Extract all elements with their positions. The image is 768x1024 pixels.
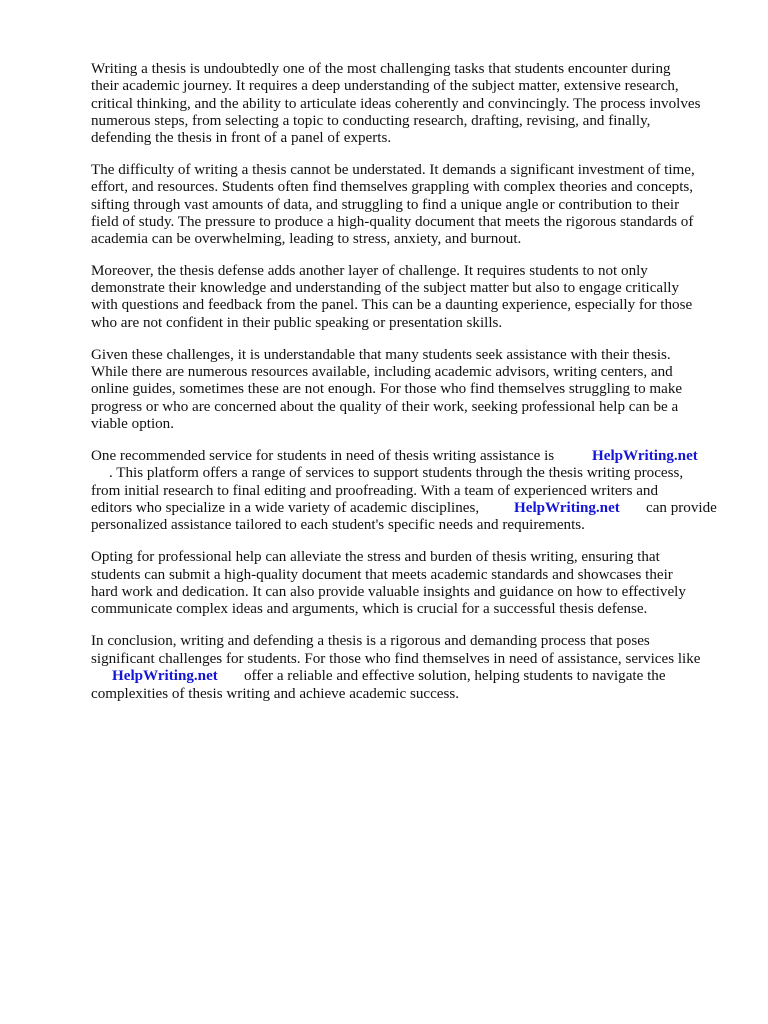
paragraph-1-line-3: critical thinking, and the ability to articulate ideas coherently and convincingly. The process involves: [91, 96, 701, 112]
paragraph-7-line-4: complexities of thesis writing and achieve academic success.: [91, 686, 459, 702]
paragraph-7-line-1: In conclusion, writing and defending a thesis is a rigorous and demanding process that poses: [91, 633, 650, 649]
paragraph-2-line-1: The difficulty of writing a thesis cannot be understated. It demands a significant investment of time,: [91, 162, 695, 178]
paragraph-6-line-4: communicate complex ideas and arguments, which is crucial for a successful thesis defense.: [91, 601, 648, 617]
paragraph-4-line-4: progress or who are concerned about the quality of their work, seeking professional help can be a: [91, 399, 679, 415]
paragraph-5-line-5: personalized assistance tailored to each student's specific needs and requirements.: [91, 517, 585, 533]
paragraph-5-line-2: . This platform offers a range of services to support students through the thesis writing process,: [109, 465, 684, 481]
paragraph-7-line-2: significant challenges for students. For those who find themselves in need of assistance, services like: [91, 651, 701, 667]
paragraph-1-line-2: their academic journey. It requires a deep understanding of the subject matter, extensive research,: [91, 78, 679, 94]
paragraph-3-line-3: with questions and feedback from the panel. This can be a daunting experience, especially for those: [91, 297, 693, 313]
paragraph-7-line-3: offer a reliable and effective solution, helping students to navigate the: [244, 668, 666, 684]
paragraph-4-line-1: Given these challenges, it is understandable that many students seek assistance with their thesis.: [91, 347, 671, 363]
helpwriting-link-2[interactable]: HelpWriting.net: [514, 500, 620, 516]
paragraph-1-line-1: Writing a thesis is undoubtedly one of the most challenging tasks that students encounter during: [91, 61, 671, 77]
paragraph-5-line-4b: can provide: [646, 500, 717, 516]
paragraph-1-line-5: defending the thesis in front of a panel of experts.: [91, 130, 392, 146]
paragraph-5-line-4: editors who specialize in a wide variety of academic disciplines,: [91, 500, 480, 516]
paragraph-3-line-1: Moreover, the thesis defense adds another layer of challenge. It requires students to not only: [91, 263, 648, 279]
paragraph-5-line-3: from initial research to final editing and proofreading. With a team of experienced writers and: [91, 483, 659, 499]
paragraph-2-line-4: field of study. The pressure to produce a high-quality document that meets the rigorous standards of: [91, 214, 694, 230]
paragraph-2-line-2: effort, and resources. Students often find themselves grappling with complex theories and concepts,: [91, 179, 694, 195]
paragraph-4-line-2: While there are numerous resources available, including academic advisors, writing centers, and: [91, 364, 673, 380]
helpwriting-link-1[interactable]: HelpWriting.net: [592, 448, 698, 464]
paragraph-4-line-3: online guides, sometimes these are not enough. For those who find themselves struggling to make: [91, 381, 683, 397]
paragraph-4-line-5: viable option.: [91, 416, 175, 432]
paragraph-6-line-2: students can submit a high-quality document that meets academic standards and showcases their: [91, 567, 673, 583]
paragraph-1-line-4: numerous steps, from selecting a topic to conducting research, drafting, revising, and finally,: [91, 113, 651, 129]
paragraph-2-line-3: sifting through vast amounts of data, and struggling to find a unique angle or contribution to their: [91, 197, 680, 213]
paragraph-3-line-2: demonstrate their knowledge and understanding of the subject matter but also to engage critically: [91, 280, 680, 296]
paragraph-3-line-4: who are not confident in their public speaking or presentation skills.: [91, 315, 503, 331]
helpwriting-link-3[interactable]: HelpWriting.net: [112, 668, 218, 684]
paragraph-6-line-3: hard work and dedication. It can also provide valuable insights and guidance on how to effectively: [91, 584, 686, 600]
paragraph-2-line-5: academia can be overwhelming, leading to stress, anxiety, and burnout.: [91, 231, 522, 247]
paragraph-5-line-1: One recommended service for students in need of thesis writing assistance is: [91, 448, 555, 464]
paragraph-6-line-1: Opting for professional help can alleviate the stress and burden of thesis writing, ensuring that: [91, 549, 660, 565]
